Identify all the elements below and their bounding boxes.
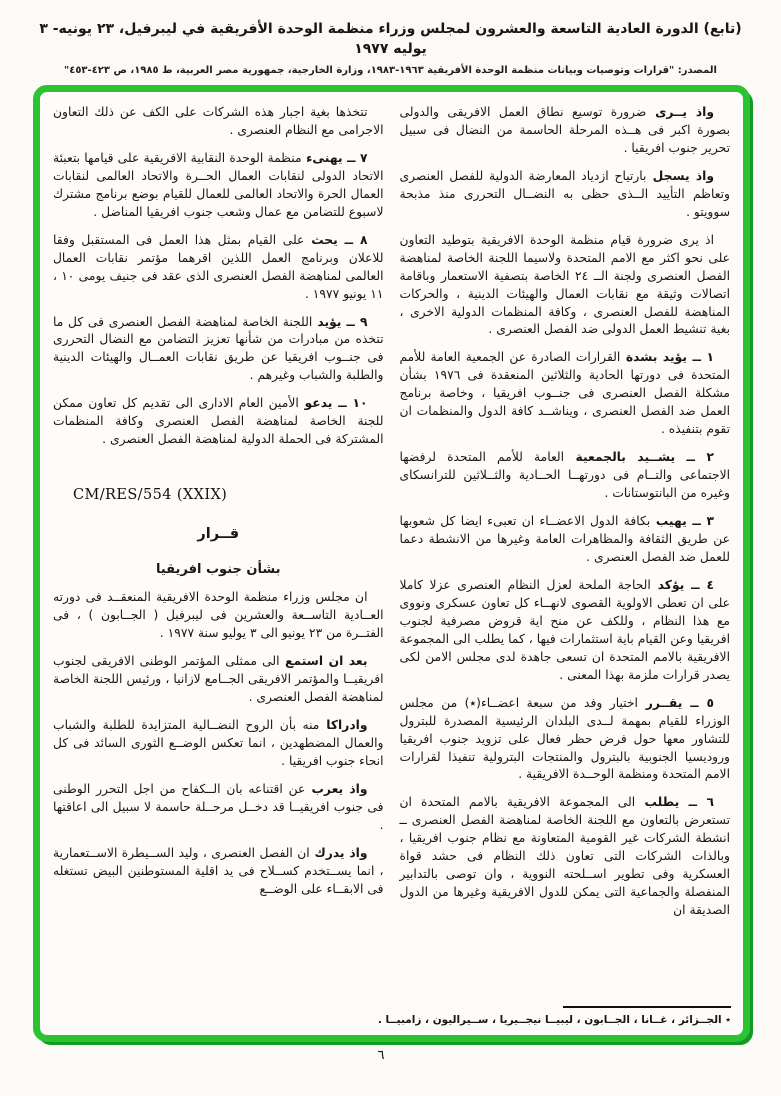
paragraph: ٩ ــ يؤيد اللجنة الخاصة لمناهضة الفصل العنصرى فى كل ما تتخذه من مبادرات من شأنها تعزيز التضامن مع النضال التحررى فى جنــوب افريقيا عن طريق نقابات العمــال والهيئات الدينية والطلبة والشباب وغيرهم . (53, 314, 384, 383)
paragraph-lead: بعد ان استمع (279, 654, 368, 669)
page-header (0, 0, 781, 76)
paragraph-lead: ١٠ ــ يدعو (298, 396, 368, 411)
column-right (400, 104, 731, 984)
paragraph: ١٠ ــ يدعو الأمين العام الادارى الى تقديم كل تعاون ممكن للجنة الخاصة لمناهضة الفصل العنصرى وكافة المنظمات المشتركة فى الحملة الدولية لمناهضة الفصل العنصرى . (53, 396, 384, 447)
paragraph-lead: وادراكا (319, 718, 368, 733)
paragraph: اذ يرى ضرورة قيام منظمة الوحدة الافريقية بتوطيد التعاون على نحو اكثر مع الامم المتحدة ولاسيما اللجنة الخاصة لمناهضة الفصل العنصرى ولجنة الــ ٢٤ الخاصة بتصفية الاستعمار وباقامة اتصالات وثيقة مع نقابات العمال والهيئات الدينية ، والحركات المناهضة للفصل العنصرى ، وكافة المنظمات الدولية الاخرى ، بغية تنشيط العمل الدولى ضد الفصل العنصرى . (399, 232, 730, 337)
paragraph: واذ يعرب عن اقتناعه بان الــكفاح من اجل التحرر الوطنى فى جنوب افريقيــا قد دخــل مرحــلة حاسمة لا سبيل الى اعاقتها . (53, 782, 384, 832)
paragraph: ٨ ــ يحث على القيام بمثل هذا العمل فى المستقبل وفقا للاعلان وبرنامج العمل اللذين اقرهما مؤتمر نقابات العمال العالمى لمناهضة الفصل العنصرى الذى عقد فى جنيف يومى ١٠ ، ١١ يونيو ١٩٧٧ . (53, 232, 384, 301)
paragraph-lead: واذ يسجل (646, 168, 715, 183)
paragraph: بعد ان استمع الى ممثلى المؤتمر الوطنى الافريقى لجنوب افريقيــا والمؤتمر الافريقى الجــامع لازانيا ، ورئيس اللجنة الخاصة لمناهضة الفصل العنصرى . (53, 654, 384, 705)
paragraph: واذ يدرك ان الفصل العنصرى ، وليد الســيطرة الاســتعمارية ، انما يســتخدم كســلاح فى يد اقلية المستوطنين البيض تستغله فى الابقــاء على الوضــع (53, 845, 384, 896)
paragraph-lead: ١ ــ يؤيد بشدة (620, 350, 714, 365)
paragraph: واذ يسجل بارتياح ازدياد المعارضة الدولية للفصل العنصرى وتعاظم التأييد الــذى حظى به النضــال التحررى منذ مذبحة سوويتو . (399, 168, 730, 219)
footnote-rule (563, 1006, 731, 1008)
paragraph: ٥ ــ يقــرر اختيار وفد من سبعة اعضــاء(٭) من مجلس الوزراء للقيام بمهمة لــدى البلدان الرئيسية المصدرة للبترول للتشاور معها حول فرض حظر فعال على تزويد جنوب افريقيا وروديسيا الجنوبية بالبترول والمنتجات البترولية تنفيذا لقرارات الامم المتحدة ومنظمة الوحــدة الافريقية . (399, 695, 730, 782)
paragraph-lead: ٥ ــ يقــرر (637, 695, 714, 710)
paragraph: ٤ ــ يؤكد الحاجة الملحة لعزل النظام العنصرى عزلا كاملا على ان تعطى الاولوية القصوى لانهــاء كل تعاون عسكرى ونووى مع هذا النظام ، وللكف عن منح اية قروض مصرفية لجنوب افريقيا وعن القيام باية استثمارات فيها ، كما يطلب الى المجموعة الافريقية بالامم المتحدة ان تسعى جاهدة لدى مجلس الامن لكى يصدر قرارات ملزمة بهذا المعنى . (399, 577, 730, 682)
paragraph-lead: واذ يدرك (309, 845, 368, 860)
paragraph: تتخذها بغية اجبار هذه الشركات على الكف عن ذلك التعاون الاجرامى مع النظام العنصرى . (53, 105, 384, 137)
paragraph-lead: ٦ ــ يطلب (635, 795, 714, 810)
header-session-title: (تابع) الدورة العادية التاسعة والعشرون لمجلس وزراء منظمة الوحدة الأفريقية في ليبرفيل، ٢٣ يونيه- ٣ يوليه ١٩٧٧ (39, 21, 742, 57)
paragraph: وادراكا منه بأن الروح النضــالية المتزايدة للطلبة والشباب والعمال المضطهدين ، انما تعكس الوضــع الثورى السائد فى كل انحاء جنوب افريقيا . (53, 718, 384, 769)
paragraph: ٢ ــ يشــيد بالجمعية العامة للأمم المتحدة لرفضها الاجتماعى والتــام فى دورتهــا الحــادية والثــلاثين للترانسكاى وغيره من البانتوستانات . (399, 450, 730, 501)
footnote-text: ٭ الجــزائر ، غــانا ، الجــابون ، ليبيــا نيجــيريا ، ســيراليون ، زامبيــا . (377, 1014, 731, 1027)
page-number: ٦ (377, 1048, 385, 1063)
paragraph: واذ يــرى ضرورة توسيع نطاق العمل الافريقى والدولى بصورة اكبر فى هــذه المرحلة الحاسمة من النضال فى سبيل تحرير جنوب افريقيا . (399, 105, 730, 155)
paragraph-lead: واذ يعرب (305, 782, 368, 797)
paragraph-lead: ٣ ــ يهيب (650, 514, 714, 529)
document-body (40, 92, 743, 984)
paragraph: ان مجلس وزراء منظمة الوحدة الافريقية المنعقــد فى دورته العــادية التاســعة والعشرين فى ليبرفيل ( الجــابون ) ، فى الفتــرة من ٢٣ يونيو الى ٣ يوليو سنة ١٩٧٧ . (53, 590, 384, 641)
paragraph-lead: ٢ ــ يشــيد بالجمعية (564, 450, 714, 465)
paragraph-lead: ٧ ــ يهنىء (301, 150, 368, 165)
header-source-line: المصدر: "قرارات وتوصيات وبيانات منظمة الوحدة الأفريقية ١٩٦٣-١٩٨٣، وزارة الخارجية، جمهورية مصر العربية، ط ١٩٨٥، ص ٤٢٣-٤٥٣" (64, 65, 717, 77)
resolution-subtitle: بشأن جنوب افريقيا (155, 561, 281, 577)
highlight-box (33, 85, 750, 1042)
paragraph-lead: ٤ ــ يؤكد (650, 577, 714, 592)
document-reference: CM/RES/554 (XXIX) (73, 487, 228, 504)
paragraph: ٦ ــ يطلب الى المجموعة الافريقية بالامم المتحدة ان تستعرض بالتعاون مع اللجنة الخاصة لمناهضة الفصل العنصرى ــ انشطة الشركات غير القومية المتعاونة مع نظام جنوب افريقيا ، وبالذات الشركات التى تعاون ذلك النظام فى حشد قواة العسكرية وفى تطوير اســلحته النووية ، وان توصى بالتدابير المنفصلة والجماعية التى يمكن للدول الافريقية وغيرها من الدول الصديقة ان (399, 795, 730, 918)
resolution-title: قــرار (197, 526, 240, 543)
paragraph-lead: ٨ ــ يحث (304, 232, 368, 247)
paragraph: ١ ــ يؤيد بشدة القرارات الصادرة عن الجمعية العامة للأمم المتحدة فى دورتها الحادية والثلاثين المنعقدة فى ١٩٧٦ بشأن مشكلة الفصل العنصرى فى جنــوب افريقيا ، وخاصة برنامج العمل ضد الفصل العنصرى ، ويناشــد كافة الدول والمنظمات ان تقوم بتنفيذه . (399, 350, 730, 437)
footnote (341, 1006, 731, 1028)
paragraph-lead: واذ يــرى (646, 105, 714, 119)
paragraph: ٧ ــ يهنىء منظمة الوحدة النقابية الافريقية على قيامها بتعبئة الاتحاد الدولى لنقابات العمال الحــرة والاتحاد العالمى لنقابات العمال الحرة والاتحاد العالمى للعمال للقيام بوضع برنامج مشترك لاسبوع للتضامن مع عمال وشعب جنوب افريقيا المناضل . (53, 150, 384, 219)
paragraph: ٣ ــ يهيب بكافة الدول الاعضــاء ان تعبىء ايضا كل شعوبها عن طريق الثقافة والمظاهرات العامة وغيرها من الانشطة دعما للعمل ضد الفصل العنصرى . (399, 514, 730, 564)
paragraph-lead: ٩ ــ يؤيد (312, 314, 368, 329)
column-left (53, 104, 384, 984)
